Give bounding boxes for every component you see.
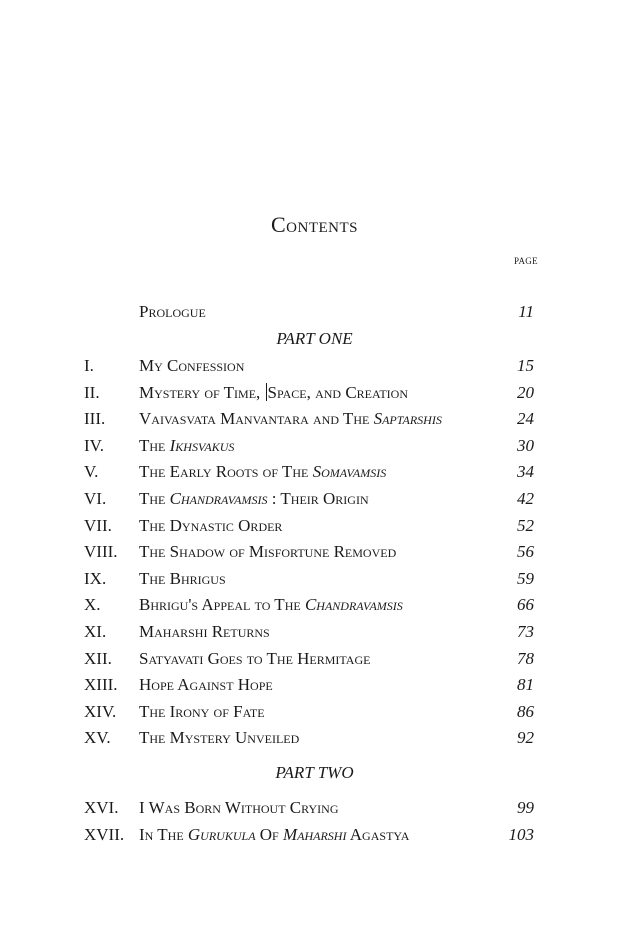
- chapter-page: 103: [508, 825, 534, 844]
- chapter-page: 20: [517, 382, 534, 402]
- chapter-page: 24: [517, 409, 534, 429]
- toc-row: [0, 621, 629, 643]
- toc-row: [0, 382, 629, 404]
- chapter-title: [139, 461, 386, 483]
- chapter-title-segment: The: [139, 489, 170, 508]
- chapter-title: [139, 541, 396, 563]
- contents-title: Contents: [270, 212, 358, 237]
- chapter-title-segment: Vaivasvata Manvantara and The: [139, 409, 374, 429]
- toc-row: [0, 408, 629, 430]
- page-column-label: page: [514, 252, 538, 267]
- text-cursor: [266, 383, 267, 401]
- chapter-title: [139, 727, 299, 749]
- part-one-heading: PART ONE: [276, 329, 353, 348]
- chapter-number: XI.: [84, 622, 107, 641]
- chapter-page: 66: [517, 595, 534, 615]
- chapter-title-segment: Hope Against Hope: [139, 675, 273, 695]
- chapter-number: IV.: [84, 435, 104, 455]
- toc-row: [0, 461, 629, 483]
- chapter-title-segment: Chandravamsis: [169, 489, 268, 508]
- chapter-page: 81: [517, 675, 534, 695]
- chapter-title: [139, 621, 270, 643]
- chapter-title: [139, 515, 282, 537]
- chapter-title: [139, 824, 409, 846]
- chapter-title-segment: Agastya: [346, 825, 410, 844]
- chapter-page: 92: [517, 728, 534, 748]
- chapter-title-segment: The Bhrigus: [139, 568, 226, 588]
- toc-row: [0, 824, 629, 846]
- chapter-page: 78: [517, 648, 534, 668]
- chapter-title-segment: : Their Origin: [267, 489, 369, 508]
- chapter-page: 52: [517, 515, 534, 535]
- part-two-heading: PART TWO: [275, 763, 354, 782]
- chapter-title-segment: Ikhsvakus: [169, 435, 235, 455]
- chapter-number: V.: [84, 462, 99, 482]
- chapter-title-segment: Satyavati Goes to The Hermitage: [139, 648, 371, 668]
- toc-row: [0, 594, 629, 616]
- chapter-page: 34: [517, 462, 534, 482]
- toc-entry-prologue: Prologue: [139, 302, 206, 321]
- chapter-number: I.: [84, 356, 94, 375]
- chapter-title-segment: The Mystery Unveiled: [139, 728, 300, 748]
- chapter-number: VI.: [84, 489, 107, 508]
- chapter-title: [139, 594, 403, 616]
- toc-row: [0, 674, 629, 696]
- chapter-title-segment: The Shadow of Misfortune Removed: [139, 542, 397, 562]
- chapter-title-segment: Saptarshis: [373, 409, 442, 429]
- toc-row: [0, 701, 629, 723]
- toc-row: [0, 648, 629, 670]
- chapter-title-segment: Of: [255, 825, 283, 844]
- toc-row: [0, 355, 629, 377]
- chapter-title-segment: I Was Born Without Crying: [139, 798, 339, 817]
- chapter-title-segment: Gurukula: [187, 825, 256, 844]
- chapter-number: XII.: [84, 648, 112, 668]
- chapter-title-segment: Maharshi: [282, 825, 347, 844]
- chapter-number: III.: [84, 409, 106, 429]
- toc-row: [0, 727, 629, 749]
- chapter-title-segment: Space, and Creation: [267, 382, 408, 402]
- chapter-title: [139, 648, 370, 670]
- chapter-title: [139, 674, 273, 696]
- toc-row: [0, 488, 629, 510]
- chapter-title-segment: The Dynastic Order: [139, 515, 283, 535]
- chapter-title: [139, 488, 369, 510]
- chapter-title-segment: The: [139, 435, 170, 455]
- chapter-page: 73: [517, 622, 534, 641]
- chapter-number: XIII.: [84, 675, 118, 695]
- chapter-page: 86: [517, 701, 534, 721]
- chapter-page: 59: [517, 568, 534, 588]
- chapter-page: 42: [517, 489, 534, 508]
- toc-row: [0, 515, 629, 537]
- toc-row: [0, 568, 629, 590]
- chapter-number: XV.: [84, 728, 111, 748]
- chapter-title: [139, 797, 338, 819]
- chapter-page: 99: [517, 798, 534, 817]
- chapter-title: [139, 435, 234, 457]
- chapter-title-segment: The Early Roots of The: [139, 462, 313, 482]
- chapter-number: VIII.: [84, 542, 118, 562]
- chapter-number: II.: [84, 382, 100, 402]
- chapter-title-segment: The Irony of Fate: [139, 701, 265, 721]
- chapter-title-segment: Maharshi Returns: [139, 622, 270, 641]
- chapter-page: 15: [517, 356, 534, 375]
- toc-row: [0, 541, 629, 563]
- toc-page-prologue: 11: [518, 302, 534, 321]
- chapter-number: IX.: [84, 568, 107, 588]
- chapter-number: VII.: [84, 515, 112, 535]
- chapter-title: [139, 568, 226, 590]
- chapter-title: [139, 355, 244, 377]
- chapter-number: X.: [84, 595, 101, 615]
- toc-row: [0, 435, 629, 457]
- toc-row: [0, 797, 629, 819]
- chapter-number: XVI.: [84, 798, 119, 817]
- chapter-title: [139, 382, 408, 404]
- chapter-title-segment: Mystery of Time,: [139, 382, 265, 402]
- chapter-number: XIV.: [84, 701, 117, 721]
- chapter-title-segment: My Confession: [139, 356, 245, 375]
- chapter-title-segment: In The: [139, 825, 188, 844]
- chapter-title-segment: Somavamsis: [312, 462, 387, 482]
- chapter-page: 30: [517, 435, 534, 455]
- chapter-number: XVII.: [84, 825, 125, 844]
- toc-row-prologue: [0, 301, 629, 323]
- chapter-title-segment: Bhrigu's Appeal to The: [139, 595, 305, 615]
- chapter-title-segment: Chandravamsis: [304, 595, 403, 615]
- chapter-title: [139, 408, 442, 430]
- chapter-page: 56: [517, 542, 534, 562]
- chapter-title: [139, 701, 265, 723]
